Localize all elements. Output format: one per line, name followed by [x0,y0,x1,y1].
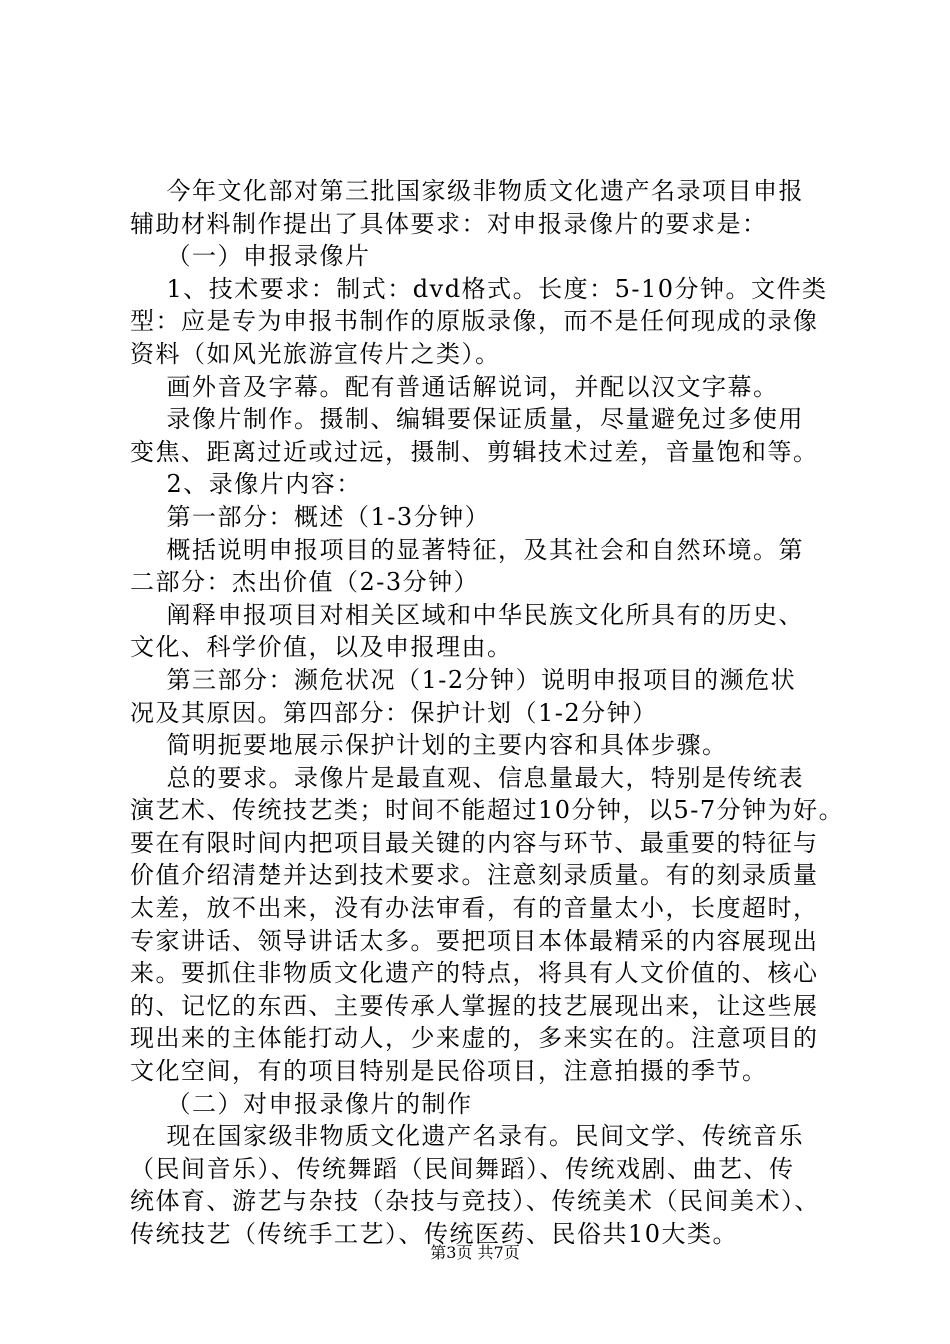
body-line: 录像片制作。摄制、编辑要保证质量，尽量避免过多使用 [130,405,805,434]
document-body [130,175,845,1251]
body-line: 太差，放不出来，没有办法审看，有的音量太小，长度超时， [130,894,819,923]
body-line: 1、技术要求：制式：dvd格式。长度：5-10分钟。文件类 [130,274,828,303]
body-line: 资料（如风光旅游宣传片之类）。 [130,339,501,368]
body-line: 的、记忆的东西、主要传承人掌握的技艺展现出来，让这些展 [130,991,819,1020]
body-line: 今年文化部对第三批国家级非物质文化遗产名录项目申报 [130,177,805,205]
body-line: （二）对申报录像片的制作 [130,1089,473,1118]
body-line: 变焦、距离过近或过远，摄制、剪辑技术过差，音量饱和等。 [130,437,819,466]
body-line: 二部分：杰出价值（2-3分钟） [130,568,480,597]
body-line: 阐释申报项目对相关区域和中华民族文化所具有的历史、 [130,600,805,629]
body-line: 来。要抓住非物质文化遗产的特点，将具有人文价值的、核心 [130,959,819,988]
body-line: 况及其原因。第四部分：保护计划（1-2分钟） [130,698,658,727]
body-line: 2、录像片内容： [130,470,362,499]
page-number: 第3页 共7页 [430,1243,520,1262]
body-line: 要在有限时间内把项目最关键的内容与环节、最重要的特征与 [130,828,819,857]
body-line: 传统技艺（传统手工艺）、传统医药、民俗共10大类。 [130,1220,739,1248]
body-line: 第一部分：概述（1-3分钟） [130,502,491,531]
body-line: 辅助材料制作提出了具体要求：对申报录像片的要求是： [130,209,768,238]
body-line: 型：应是专为申报书制作的原版录像，而不是任何现成的录像 [130,307,819,336]
body-line: 专家讲话、领导讲话太多。要把项目本体最精采的内容展现出 [130,926,819,955]
body-line: 第三部分：濒危状况（1-2分钟）说明申报项目的濒危状 [130,665,797,694]
body-line: 总的要求。录像片是最直观、信息量最大，特别是传统表 [130,763,805,792]
body-line: 文化空间，有的项目特别是民俗项目，注意拍摄的季节。 [130,1057,768,1086]
body-line: 统体育、游艺与杂技（杂技与竞技）、传统美术（民间美术）、 [130,1187,820,1216]
body-line: （民间音乐）、传统舞蹈（民间舞蹈）、传统戏剧、曲艺、传 [130,1154,795,1183]
body-line: 价值介绍清楚并达到技术要求。注意刻录质量。有的刻录质量 [130,861,819,890]
body-line: 画外音及字幕。配有普通话解说词，并配以汉文字幕。 [130,372,779,401]
body-line: 概括说明申报项目的显著特征，及其社会和自然环境。第 [130,535,805,564]
body-line: 演艺术、传统技艺类；时间不能超过10分钟，以5-7分钟为好。 [130,796,845,825]
body-line: （一）申报录像片 [130,242,371,271]
body-line: 文化、科学价值，以及申报理由。 [130,633,513,662]
body-line: 现出来的主体能打动人，少来虚的，多来实在的。注意项目的 [130,1024,819,1053]
body-line: 简明扼要地展示保护计划的主要内容和具体步骤。 [130,731,728,760]
page-footer [0,1240,950,1263]
body-line: 现在国家级非物质文化遗产名录有。民间文学、传统音乐 [130,1122,805,1151]
